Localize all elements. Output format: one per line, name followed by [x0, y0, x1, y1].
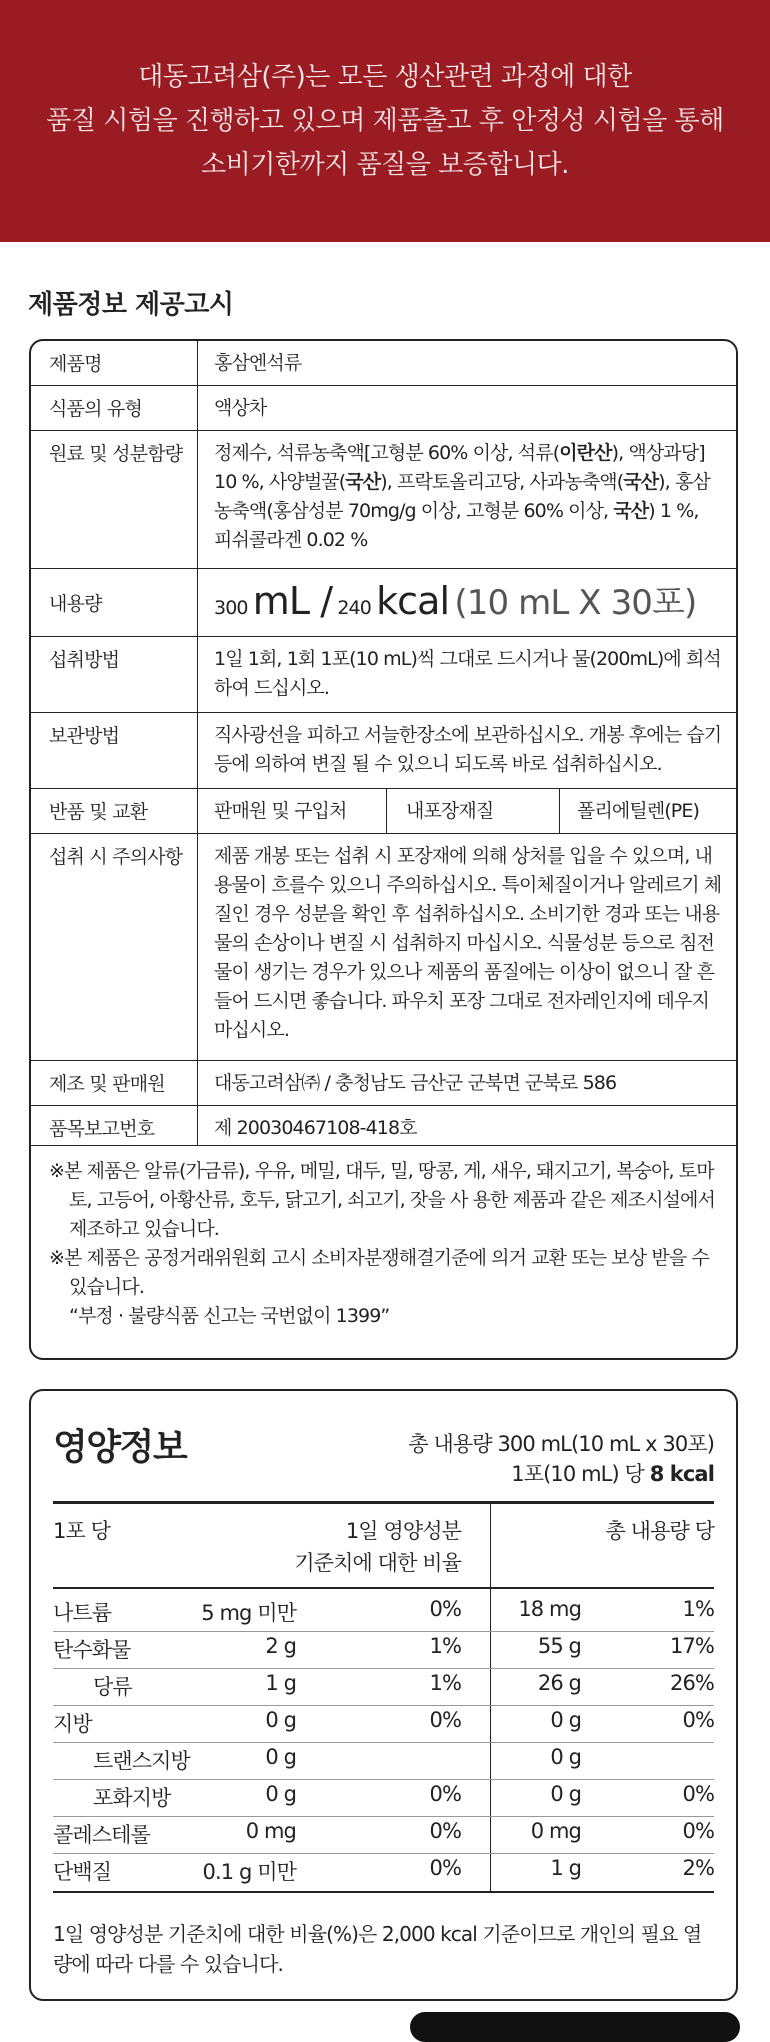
note-compensation: ※본 제품은 공정거래위원회 고시 소비자분쟁해결기준에 의거 교환 또는 보상 받을 수 있습니다. [49, 1247, 709, 1298]
info-row-food-type [31, 386, 736, 431]
note-allergy: ※본 제품은 알류(가금류), 우유, 메밀, 대두, 밀, 땅콩, 게, 새우, 돼지고기, 복숭아, 토마토, 고등어, 아황산류, 호두, 닭고기, 쇠고기, 잣을 사 용한 제품과 같은 제조시설에서 제조하고 있습니다. [49, 1160, 715, 1240]
info-value: 직사광선을 피하고 서늘한장소에 보관하십시오. 개봉 후에는 습기등에 의하여 변질 될 수 있으니 되도록 바로 섭취하십시오. [214, 724, 722, 775]
info-value: 1일 1회, 1회 1포(10 mL)씩 그대로 드시거나 물(200mL)에 희석하여 드십시오. [214, 648, 721, 699]
nutrition-row-rule [53, 1779, 714, 1780]
info-row-manufacturer [31, 1061, 736, 1106]
nutrient-total-pct: 0% [682, 1782, 714, 1806]
nutrient-daily-pct: 0% [429, 1597, 461, 1621]
nutrient-daily-pct: 0% [429, 1856, 461, 1880]
nutrient-daily-pct: 1% [429, 1634, 461, 1658]
info-value: 대동고려삼㈜ / 충청남도 금산군 군북면 군북로 586 [214, 1072, 617, 1094]
nutrition-total: 총 내용량 300 mL(10 mL x 30포) 1포(10 mL) 당 8 kcal [408, 1432, 714, 1486]
info-value: 제품 개봉 또는 섭취 시 포장재에 의해 상처를 입을 수 있으며, 내용물이 흐를수 있으니 주의하십시오. 특이체질이거나 알레르기 체질인 경우 성분을 확인 후 섭취하십시오. 소비기한 경과 또는 내용물의 손상이나 변질 시 섭취하지 마십시오. 식물성분 등으로 침전물이 생기는 경우가 있으나 제품의 품질에는 이상이 없으니 잘 흔들어 드시면 좋습니다. 파우치 포장 그대로 전자레인지에 데우지 마십시오. [214, 845, 722, 1041]
bottom-button[interactable] [410, 2012, 740, 2042]
nutrition-column-divider [490, 1501, 491, 1891]
nutrition-top-rule [53, 1501, 714, 1504]
info-label: 섭취방법 [49, 649, 120, 671]
nutrient-amount: 1 g [265, 1671, 296, 1695]
info-label: 반품 및 교환 [49, 801, 148, 823]
nutrient-amount: 0 g [265, 1782, 296, 1806]
info-row-storage [31, 713, 736, 789]
nutrient-total-pct: 0% [682, 1819, 714, 1843]
nutrient-total-amount: 18 mg [518, 1597, 581, 1621]
returns-cell-1: 판매원 및 구입처 [214, 800, 347, 822]
col-header-pct-2: 기준치에 대한 비율 [294, 1551, 461, 1575]
nutrition-row-rule [53, 1668, 714, 1669]
nutrient-total-pct: 26% [670, 1671, 714, 1695]
nutrient-total-pct: 0% [682, 1708, 714, 1732]
banner-line-2: 품질 시험을 진행하고 있으며 제품출고 후 안정성 시험을 통해 [46, 106, 724, 136]
nutrient-total-pct: 17% [670, 1634, 714, 1658]
nutrient-total-pct: 1% [682, 1597, 714, 1621]
info-row-volume [31, 569, 736, 637]
volume-value: 300 mL / 240 kcal (10 mL X 30포) [214, 579, 697, 623]
nutrient-amount: 0 g [265, 1708, 296, 1732]
nutrient-name: 지방 [53, 1712, 92, 1736]
nutrition-facts [29, 1389, 738, 2001]
nutrient-amount: 0.1 g 미만 [202, 1860, 296, 1884]
info-label: 제조 및 판매원 [49, 1073, 165, 1095]
info-label: 식품의 유형 [49, 398, 143, 420]
info-label: 섭취 시 주의사항 [49, 846, 183, 868]
nutrient-daily-pct: 1% [429, 1671, 461, 1695]
nutrient-amount: 0 g [265, 1745, 296, 1769]
info-label: 원료 및 성분함량 [49, 443, 183, 465]
nutrient-total-amount: 1 g [550, 1856, 581, 1880]
report-hotline: “부정 · 불량식품 신고는 국번없이 1399” [69, 1305, 390, 1327]
nutrient-daily-pct: 0% [429, 1708, 461, 1732]
quality-banner [0, 0, 770, 242]
info-row-ingredients [31, 431, 736, 569]
col-header-pct: 1일 영양성분 [345, 1519, 461, 1543]
info-label: 보관방법 [49, 725, 120, 747]
nutrition-row-rule [53, 1705, 714, 1706]
nutrition-bottom-rule [53, 1891, 714, 1893]
nutrient-amount: 2 g [265, 1634, 296, 1658]
nutrient-name: 트랜스지방 [93, 1749, 190, 1773]
product-info-title: 제품정보 제공고시 [28, 290, 234, 320]
info-value-ingredients: 정제수, 석류농축액[고형분 60% 이상, 석류(이란산), 액상과당] 10 %, 사양벌꿀(국산), 프락토올리고당, 사과농축액(국산), 홍삼 농축액(홍삼성분 70mg/g 이상, 고형분 60% 이상, 국산) 1 %, 피쉬콜라겐 0.02 % [214, 442, 710, 551]
banner-line-1: 대동고려삼(주)는 모든 생산관련 과정에 대한 [138, 62, 632, 92]
nutrition-row-rule [53, 1631, 714, 1632]
info-row-product-name [31, 341, 736, 386]
nutrient-name: 포화지방 [93, 1786, 171, 1810]
info-row-report-number [31, 1106, 736, 1146]
nutrient-name: 단백질 [53, 1860, 112, 1884]
nutrient-name: 당류 [93, 1675, 132, 1699]
nutrient-total-amount: 55 g [537, 1634, 581, 1658]
nutrition-row-rule [53, 1853, 714, 1854]
col-header-per: 1포 당 [53, 1519, 111, 1543]
nutrition-row-rule [53, 1816, 714, 1817]
col-header-total: 총 내용량 당 [605, 1519, 714, 1543]
nutrient-name: 콜레스테롤 [53, 1823, 150, 1847]
info-label: 내용량 [49, 593, 102, 615]
info-value: 홍삼엔석류 [214, 352, 302, 374]
nutrient-total-amount: 0 g [550, 1782, 581, 1806]
info-label: 품목보고번호 [49, 1118, 155, 1140]
returns-cell-2: 내포장재질 [406, 800, 494, 822]
nutrient-name: 탄수화물 [53, 1638, 131, 1662]
product-info-table [29, 339, 738, 1360]
allergy-notes [49, 1157, 729, 1331]
returns-cell-3: 폴리에틸렌(PE) [577, 800, 699, 822]
info-value: 액상차 [214, 397, 267, 419]
nutrient-total-amount: 0 mg [530, 1819, 581, 1843]
info-value: 제 20030467108-418호 [214, 1117, 417, 1139]
info-row-usage [31, 637, 736, 713]
nutrient-amount: 5 mg 미만 [201, 1601, 296, 1625]
nutrition-title: 영양정보 [53, 1427, 187, 1468]
nutrition-footnote: 1일 영양성분 기준치에 대한 비율(%)은 2,000 kcal 기준이므로 개인의 필요 열량에 따라 다를 수 있습니다. [53, 1922, 702, 1976]
info-row-cautions [31, 834, 736, 1061]
nutrient-name: 나트륨 [53, 1601, 112, 1625]
nutrient-amount: 0 mg [245, 1819, 296, 1843]
info-row-returns [31, 789, 736, 834]
nutrition-row-rule [53, 1742, 714, 1743]
nutrient-daily-pct: 0% [429, 1819, 461, 1843]
nutrient-total-pct: 2% [682, 1856, 714, 1880]
nutrient-total-amount: 26 g [537, 1671, 581, 1695]
nutrient-total-amount: 0 g [550, 1708, 581, 1732]
nutrient-total-amount: 0 g [550, 1745, 581, 1769]
nutrient-daily-pct: 0% [429, 1782, 461, 1806]
info-label: 제품명 [49, 353, 102, 375]
banner-line-3: 소비기한까지 품질을 보증합니다. [201, 150, 569, 180]
